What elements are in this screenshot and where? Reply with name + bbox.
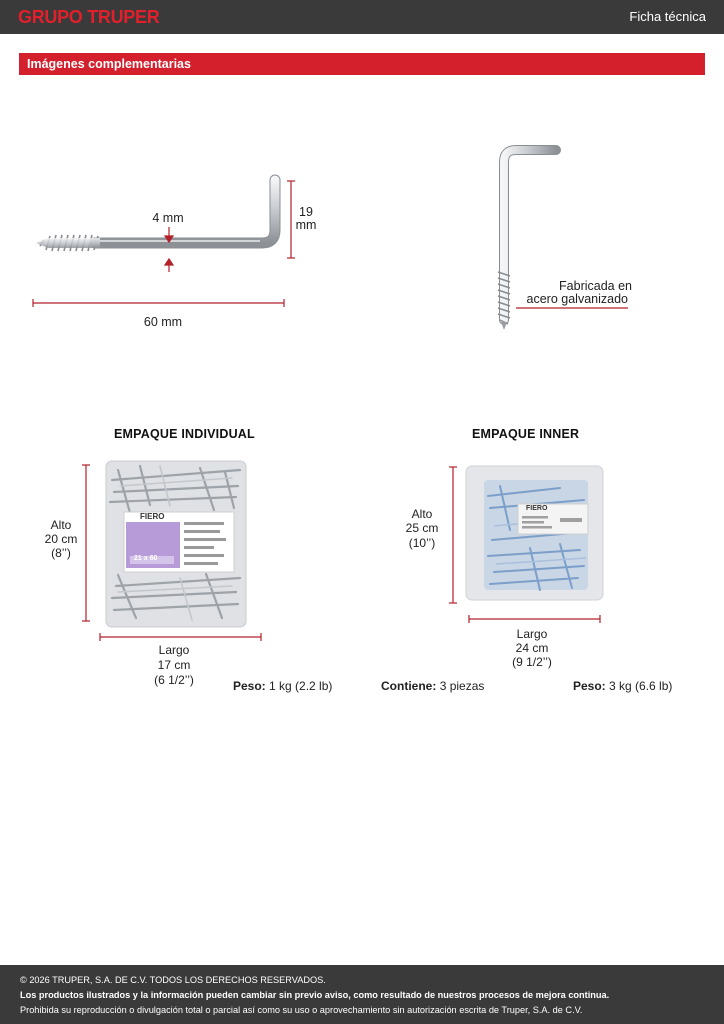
individual-alto-label: Alto (50, 518, 72, 532)
individual-bag-brand: FIERO (140, 512, 165, 521)
inner-largo-label: Largo (516, 627, 548, 641)
individual-largo-imperial: (6 1/2’’) (154, 673, 194, 687)
inner-contents-value: 3 piezas (439, 679, 485, 693)
individual-package-image (106, 461, 246, 627)
inner-package-heading: EMPAQUE INNER (472, 427, 580, 441)
footer (0, 965, 724, 1024)
inner-contents (381, 679, 484, 693)
document-type: Ficha técnica (629, 9, 706, 24)
footer-prohibition: Prohibida su reproducción o divulgación total o parcial así como su uso o aprovechamiento sin autorización escrita de Truper, S.A. de C.V. (20, 1005, 583, 1015)
inner-weight-label: Peso: (573, 679, 606, 693)
individual-weight (233, 679, 332, 693)
individual-weight-label: Peso: (233, 679, 266, 693)
section-title: Imágenes complementarias (27, 57, 191, 71)
inner-largo-metric: 24 cm (515, 641, 549, 655)
height-unit-label: mm (295, 218, 317, 232)
length-label: 60 mm (143, 315, 183, 329)
individual-bag-size: 21 x 60 (134, 555, 158, 562)
inner-bag-brand: FIERO (526, 505, 548, 512)
height-value-label: 19 (299, 205, 313, 219)
material-label-line1: Fabricada en (559, 279, 632, 293)
brand-logo: GRUPO TRUPER (18, 7, 160, 27)
inner-alto-metric: 25 cm (405, 521, 439, 535)
individual-largo-metric: 17 cm (157, 658, 191, 672)
inner-alto-imperial: (10’’) (408, 536, 436, 550)
inner-package-image (466, 466, 603, 600)
diameter-label: 4 mm (152, 211, 184, 225)
footer-copyright: © 2026 TRUPER, S.A. DE C.V. TODOS LOS DERECHOS RESERVADOS. (20, 975, 326, 985)
individual-package-heading: EMPAQUE INDIVIDUAL (114, 427, 255, 441)
inner-weight-value: 3 kg (6.6 lb) (609, 679, 673, 693)
material-label-line2: acero galvanizado (526, 292, 628, 306)
inner-largo-imperial: (9 1/2’’) (512, 655, 552, 669)
footer-notice: Los productos ilustrados y la información pueden cambiar sin previo aviso, como resultado de nuestros procesos de mejora continua. (20, 990, 610, 1000)
individual-alto-metric: 20 cm (44, 532, 78, 546)
inner-weight (573, 679, 672, 693)
inner-alto-label: Alto (411, 507, 433, 521)
individual-largo-label: Largo (158, 643, 190, 657)
individual-weight-value: 1 kg (2.2 lb) (269, 679, 333, 693)
inner-contents-label: Contiene: (381, 679, 437, 693)
individual-alto-imperial: (8’’) (51, 546, 71, 560)
